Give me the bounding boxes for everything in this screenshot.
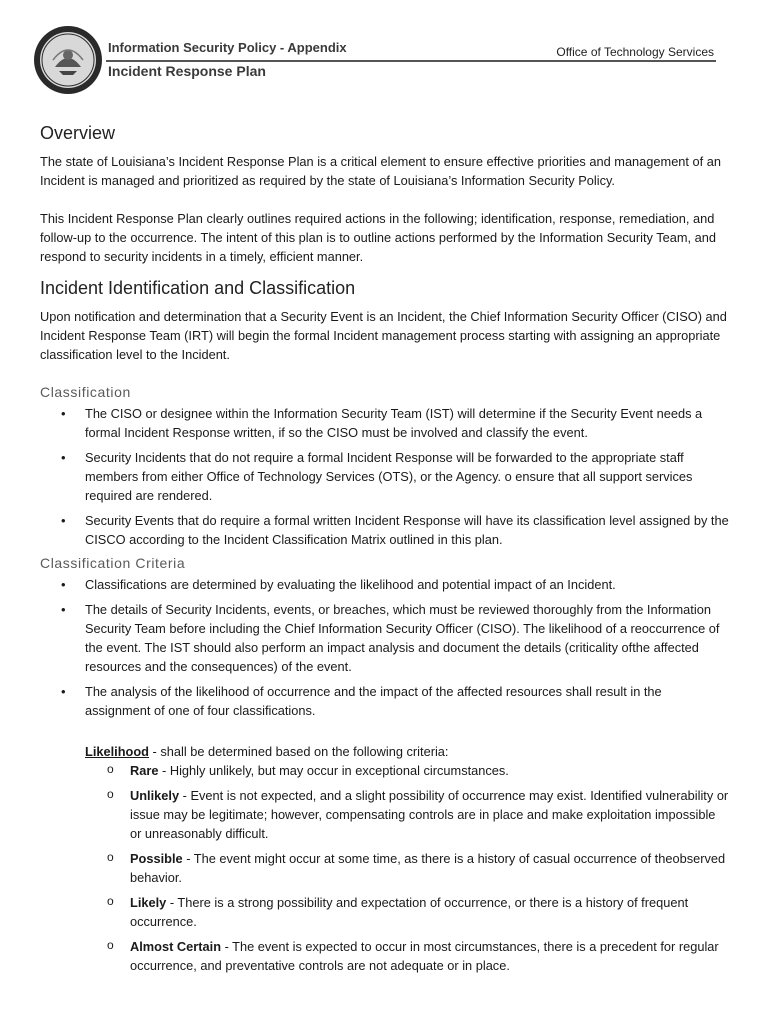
overview-heading: Overview — [40, 123, 116, 143]
criteria-list — [40, 575, 730, 720]
overview-paragraph-1: The state of Louisiana’s Incident Response Plan is a critical element to ensure effective priorities and management of an Incident is managed and prioritized as required by the state of Louisiana’s Information Security Policy. — [40, 154, 721, 188]
header-title: Information Security Policy - Appendix — [108, 40, 347, 55]
identification-paragraph: Upon notification and determination that a Security Event is an Incident, the Chief Information Security Officer (CISO) and Incident Response Team (IRT) will begin the formal Incident management process starting with assigning an appropriate classification level to the Incident. — [40, 309, 727, 362]
classification-criteria-heading: Classification Criteria — [40, 555, 186, 571]
likelihood-term: Possible — [130, 851, 183, 866]
header-subtitle: Incident Response Plan — [108, 63, 266, 79]
likelihood-intro-text: - shall be determined based on the following criteria: — [149, 744, 449, 759]
likelihood-term: Almost Certain — [130, 939, 222, 954]
list-item — [85, 893, 730, 931]
identification-heading: Incident Identification and Classification — [40, 278, 356, 298]
list-item: • The analysis of the likelihood of occurrence and the impact of the affected resources shall result in the assignment of one of four classifications. — [40, 682, 730, 720]
document-body — [40, 122, 730, 981]
state-seal-logo — [33, 25, 103, 95]
likelihood-term: Unlikely — [130, 788, 180, 803]
list-item: • Classifications are determined by evaluating the likelihood and potential impact of an Incident. — [40, 575, 730, 594]
likelihood-intro — [85, 742, 730, 761]
list-item: • Security Incidents that do not require a formal Incident Response will be forwarded to the appropriate staff members from either Office of Technology Services (OTS), or the Agency. o ensure that all support services required are rendered. — [40, 448, 730, 505]
likelihood-term: Rare — [130, 763, 159, 778]
overview-paragraph-2: This Incident Response Plan clearly outlines required actions in the following; identification, response, remediation, and follow-up to the occurrence. The intent of this plan is to outline actions performed by the Information Security Team, and respond to security incidents in a timely, efficient manner. — [40, 211, 716, 264]
likelihood-term: Likely — [130, 895, 167, 910]
list-item — [85, 849, 730, 887]
likelihood-desc: - There is a strong possibility and expectation of occurrence, or there is a history of frequent occurrence. — [130, 895, 689, 929]
header-office: Office of Technology Services — [556, 45, 714, 59]
likelihood-list — [85, 761, 730, 975]
likelihood-desc: - Event is not expected, and a slight possibility of occurrence may exist. Identified vulnerability or issue may be legitimate; however, compensating controls are in place and make exploitation impossible or unreasonably difficult. — [130, 788, 729, 841]
list-item: • Security Events that do require a formal written Incident Response will have its classification level assigned by the CISCO according to the Incident Classification Matrix outlined in this plan. — [40, 511, 730, 549]
list-item — [85, 937, 730, 975]
classification-heading: Classification — [40, 384, 131, 400]
list-item — [85, 786, 730, 843]
likelihood-section — [85, 742, 730, 761]
likelihood-label: Likelihood — [85, 744, 149, 759]
classification-list — [40, 404, 730, 549]
likelihood-desc: - The event might occur at some time, as there is a history of casual occurrence of theobserved behavior. — [130, 851, 726, 885]
list-item: • The CISO or designee within the Information Security Team (IST) will determine if the Security Event needs a formal Incident Response written, if so the CISO must be involved and classify the event. — [40, 404, 730, 442]
list-item — [85, 761, 730, 780]
header-divider — [106, 60, 716, 62]
list-item: • The details of Security Incidents, events, or breaches, which must be reviewed thoroughly from the Information Security Team before including the Chief Information Security Officer (CISO). The likelihood of a reoccurrence of the event. The IST should also perform an impact analysis and document the details (criticality ofthe affected resources and the consequences) of the event. — [40, 600, 730, 676]
likelihood-desc: - Highly unlikely, but may occur in exceptional circumstances. — [158, 763, 509, 778]
likelihood-desc: - The event is expected to occur in most circumstances, there is a precedent for regular occurrence, and preventative controls are not adequate or in place. — [130, 939, 719, 973]
